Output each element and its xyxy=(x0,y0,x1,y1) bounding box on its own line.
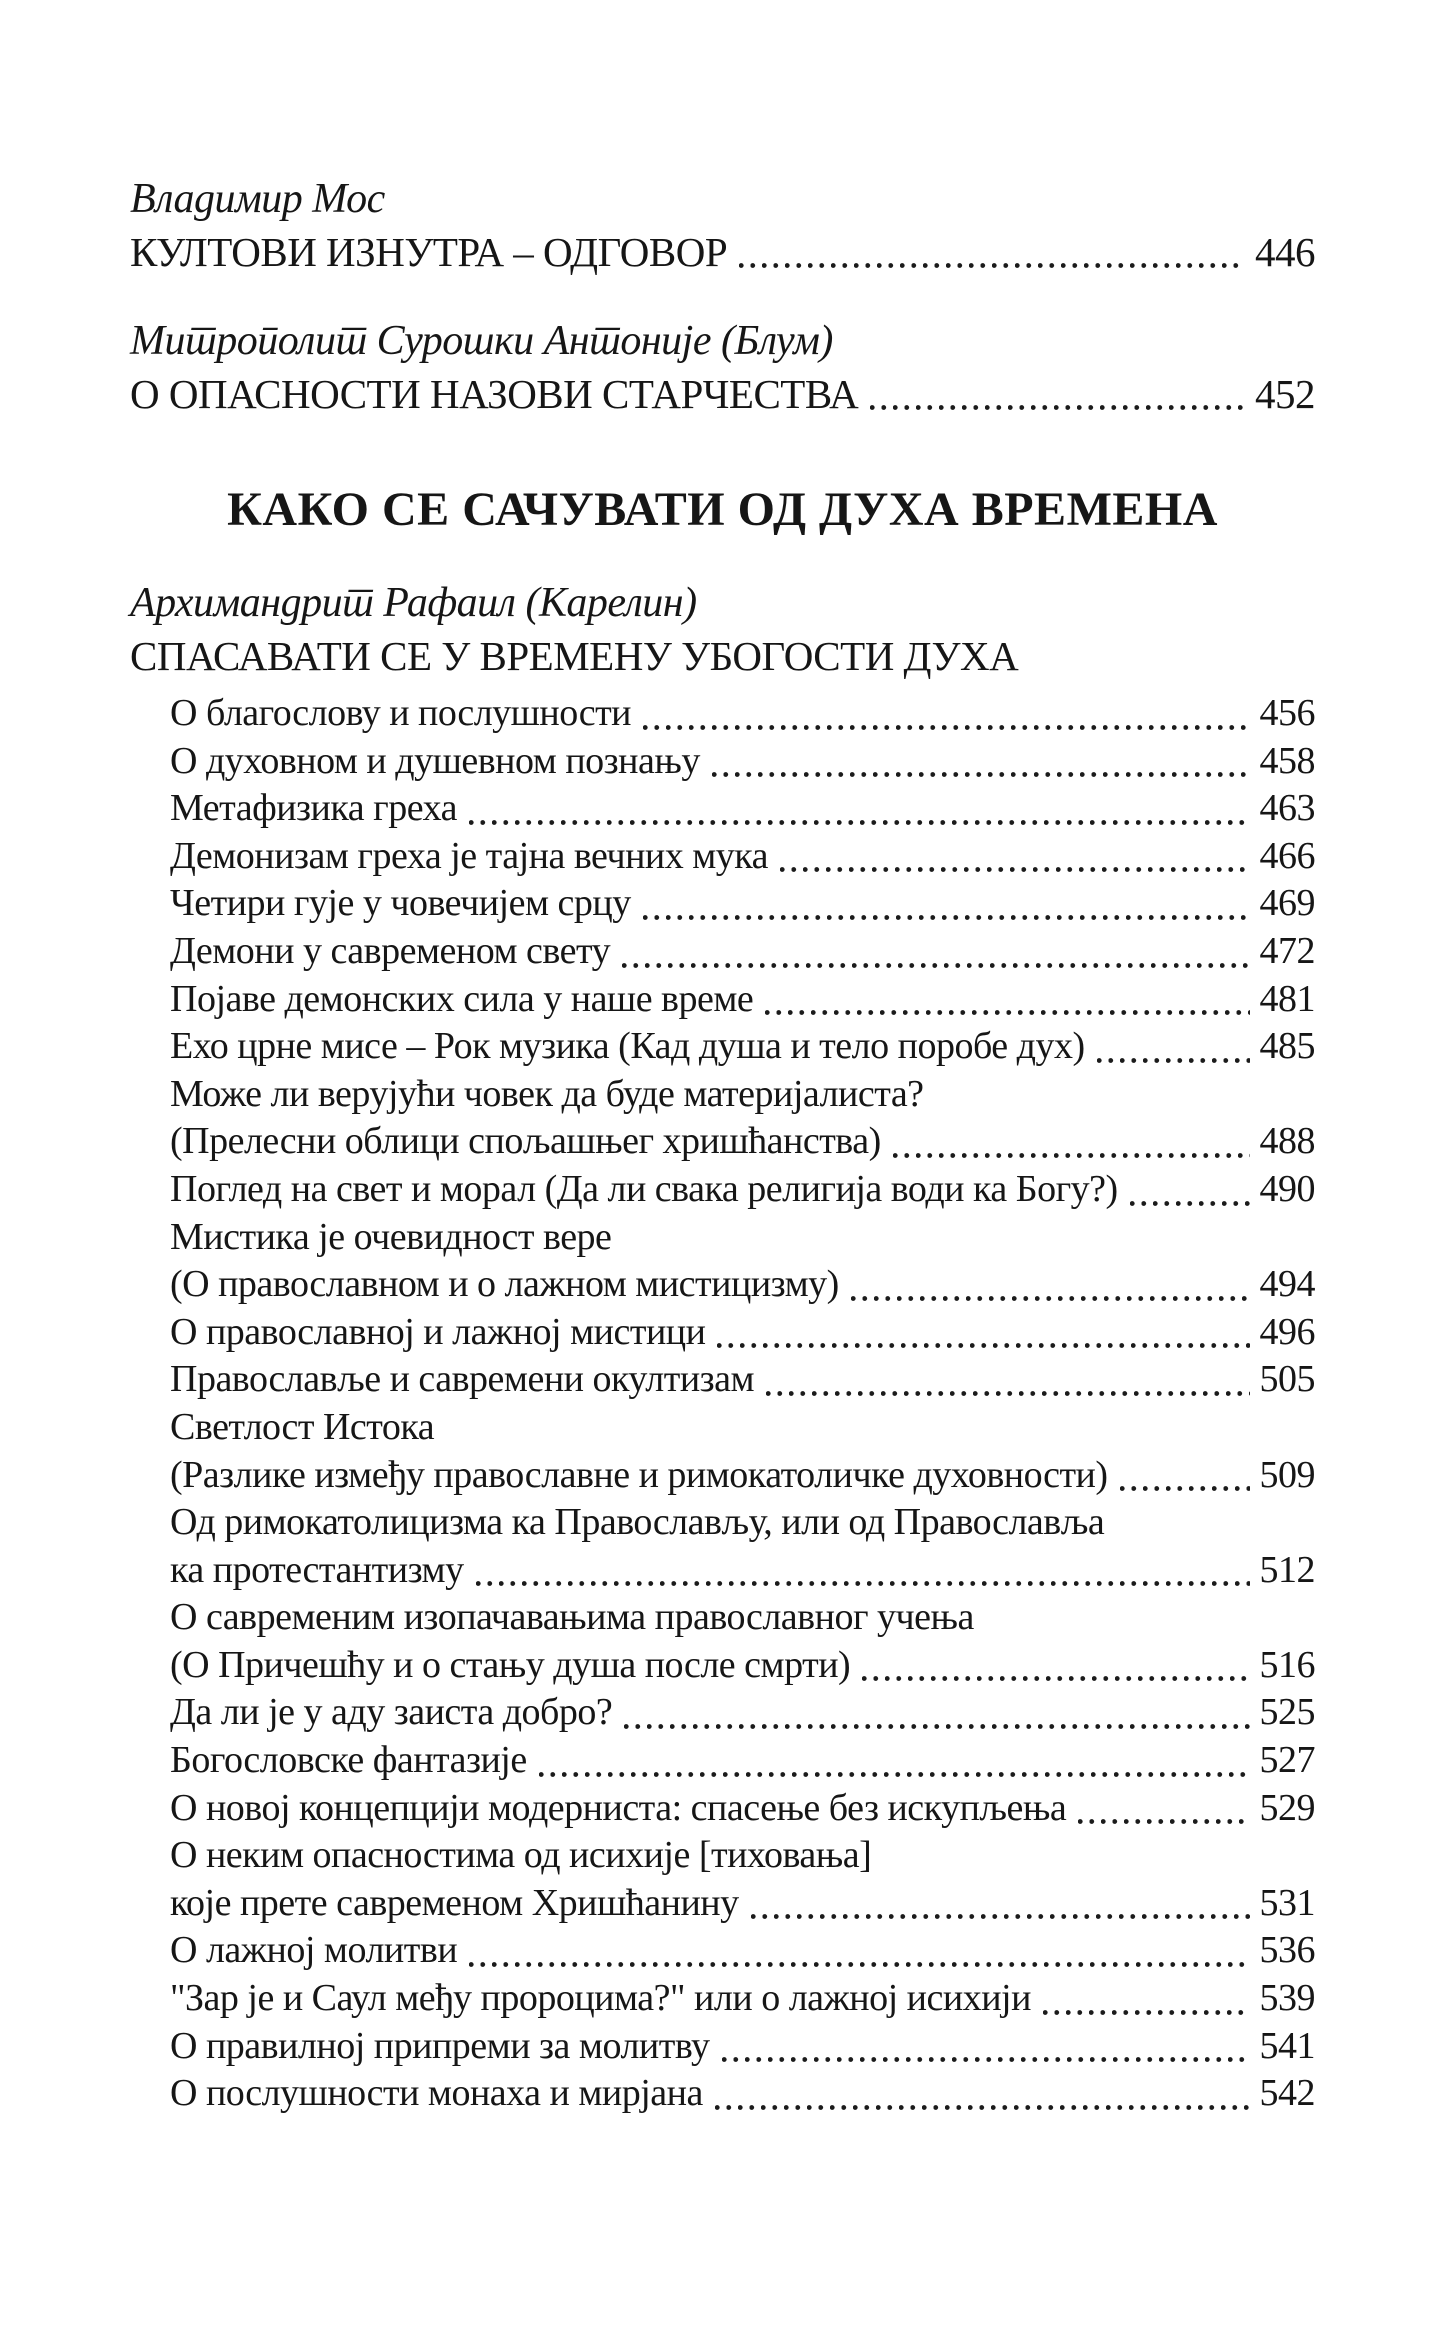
toc-entry xyxy=(130,1499,1315,1547)
toc-entry-title: О ОПАСНОСТИ НАЗОВИ СТАРЧЕСТВА xyxy=(130,371,859,417)
toc-entry-title: Метафизика греха xyxy=(170,787,457,830)
toc-entry-title: Светлост Истока xyxy=(170,1405,435,1448)
dot-leader xyxy=(765,1010,1249,1015)
dot-leader xyxy=(739,263,1245,268)
dot-leader xyxy=(1097,1058,1250,1063)
toc-entry xyxy=(130,1832,1315,1880)
toc-entry-title: КУЛТОВИ ИЗНУТРА – ОДГОВОР xyxy=(130,229,728,275)
toc-entry xyxy=(130,928,1315,976)
toc-entry-page: 452 xyxy=(1255,371,1315,417)
toc-entry xyxy=(130,2070,1315,2118)
toc-entry-title: О новој концепцији модерниста: спасење без искупљења xyxy=(170,1786,1067,1829)
toc-entry xyxy=(130,1071,1315,1119)
toc-entry xyxy=(130,690,1315,738)
toc-entry xyxy=(130,976,1315,1024)
toc-entry-page: 509 xyxy=(1259,1453,1315,1496)
toc-entry-title: (О православном и о лажном мистицизму) xyxy=(170,1263,839,1306)
toc-entry-title: Да ли је у аду заиста добро? xyxy=(170,1691,613,1734)
toc-entry-title: Демони у савременом свету xyxy=(170,929,611,972)
toc-entry xyxy=(130,1547,1315,1595)
toc-entry-page: 541 xyxy=(1259,2024,1315,2067)
toc-entry xyxy=(130,1452,1315,1500)
section-title: СПАСАВАТИ СЕ У ВРЕМЕНУ УБОГОСТИ ДУХА xyxy=(130,633,1019,679)
toc-entry xyxy=(130,2023,1315,2071)
toc-entry-page: 488 xyxy=(1259,1120,1315,1163)
toc-entry-title: Поглед на свет и морал (Да ли свака религија води ка Богу?) xyxy=(170,1167,1118,1210)
toc-pre-section xyxy=(130,312,1315,418)
toc-entry-title: Богословске фантазије xyxy=(170,1739,527,1782)
toc-entry-title: Православље и савремени окултизам xyxy=(170,1358,755,1401)
toc-entry xyxy=(130,833,1315,881)
dot-leader xyxy=(1120,1486,1250,1491)
toc-entry-title: Четири гује у човечијем срцу xyxy=(170,882,631,925)
toc-entry-title: "Зар је и Саул међу пророцима?" или о лажној исихији xyxy=(170,1977,1031,2020)
toc-entry-page: 481 xyxy=(1259,977,1315,1020)
toc-entry xyxy=(130,1261,1315,1309)
dot-leader xyxy=(476,1581,1250,1586)
toc-entry xyxy=(130,1737,1315,1785)
toc-entry-page: 512 xyxy=(1259,1548,1315,1591)
section-author: Архимандрит Рафаил (Карелин) xyxy=(130,580,697,626)
dot-leader xyxy=(643,915,1250,920)
toc-entry xyxy=(130,228,1315,276)
toc-entry xyxy=(130,1356,1315,1404)
dot-leader xyxy=(715,2105,1250,2110)
toc-entry xyxy=(130,1642,1315,1690)
toc-pre-section xyxy=(130,170,1315,276)
dot-leader xyxy=(1043,2010,1250,2015)
toc-entry xyxy=(130,880,1315,928)
toc-entry-page: 496 xyxy=(1259,1310,1315,1353)
dot-leader xyxy=(870,405,1245,410)
toc-entry-page: 529 xyxy=(1259,1786,1315,1829)
toc-entry-title: Појаве демонских сила у наше време xyxy=(170,977,754,1020)
toc-entry xyxy=(130,1214,1315,1262)
toc-entry-title: О благослову и послушности xyxy=(170,692,632,734)
toc-entry-page: 542 xyxy=(1259,2072,1315,2115)
dot-leader xyxy=(851,1296,1250,1301)
dot-leader xyxy=(893,1153,1250,1158)
dot-leader xyxy=(1078,1819,1249,1824)
toc-entry-title: Ехо црне мисе – Рок музика (Кад душа и тело поробе дух) xyxy=(170,1025,1085,1068)
toc-entry xyxy=(130,1166,1315,1214)
toc-entry-page: 472 xyxy=(1259,929,1315,972)
toc-entry-title: (О Причешћу и о стању душа после смрти) xyxy=(170,1643,851,1686)
toc-entry-title: Мистика је очевидност вере xyxy=(170,1215,612,1258)
toc-entry xyxy=(130,1880,1315,1928)
dot-leader xyxy=(722,2057,1250,2062)
toc-entry-page: 485 xyxy=(1259,1025,1315,1068)
toc-entry-page: 490 xyxy=(1259,1167,1315,1210)
toc-entry-page: 525 xyxy=(1259,1691,1315,1734)
toc-entry-title: (Прелесни облици спољашњег хришћанства) xyxy=(170,1120,881,1163)
toc-entry-title: које прете савременом Хришћанину xyxy=(170,1881,739,1924)
toc-entry-title: О неким опасностима од исихије [тиховања] xyxy=(170,1834,872,1877)
toc-entry-title: Од римокатолицизма ка Православљу, или од Православља xyxy=(170,1501,1105,1544)
toc-entry-title: О правилној припреми за молитву xyxy=(170,2024,710,2067)
toc-entry-page: 446 xyxy=(1255,229,1315,275)
toc-entry xyxy=(130,1927,1315,1975)
toc-entry-title: О савременим изопачавањима православног учења xyxy=(170,1596,974,1639)
toc-entry xyxy=(130,1785,1315,1833)
table-of-contents xyxy=(130,170,1315,2118)
toc-entry-title: Може ли верујући човек да буде материјалиста? xyxy=(170,1072,924,1115)
toc-entry xyxy=(130,785,1315,833)
toc-entry xyxy=(130,1309,1315,1357)
section-heading: КАКО СЕ САЧУВАТИ ОД ДУХА ВРЕМЕНА xyxy=(227,483,1218,536)
toc-entry-title: (Разлике између православне и римокатоличке духовности) xyxy=(170,1453,1108,1496)
toc-author: Владимир Мос xyxy=(130,176,385,222)
toc-entry-page: 456 xyxy=(1259,692,1315,734)
toc-entry-title: ка протестантизму xyxy=(170,1548,464,1591)
dot-leader xyxy=(622,963,1249,968)
toc-entry-page: 494 xyxy=(1259,1263,1315,1306)
dot-leader xyxy=(862,1676,1249,1681)
toc-entry-title: О духовном и душевном познању xyxy=(170,739,700,782)
pre-sections xyxy=(130,170,1315,418)
toc-entry xyxy=(130,370,1315,418)
toc-entry-page: 527 xyxy=(1259,1739,1315,1782)
toc-entry xyxy=(130,1975,1315,2023)
toc-entry-title: О лажној молитви xyxy=(170,1929,458,1972)
dot-leader xyxy=(751,1914,1250,1919)
dot-leader xyxy=(643,725,1249,730)
toc-entry-page: 466 xyxy=(1259,834,1315,877)
toc-entry-page: 516 xyxy=(1259,1643,1315,1686)
toc-author: Митрополит Сурошки Антоније (Блум) xyxy=(130,318,833,364)
toc-entry-page: 458 xyxy=(1259,739,1315,782)
toc-entry xyxy=(130,738,1315,786)
toc-entry-page: 536 xyxy=(1259,1929,1315,1972)
toc-entry-title: Демонизам греха је тајна вечних мука xyxy=(170,834,769,877)
toc-entry xyxy=(130,1594,1315,1642)
toc-entry xyxy=(130,1404,1315,1452)
toc-entry-title: О послушности монаха и мирјана xyxy=(170,2072,703,2115)
dot-leader xyxy=(469,1962,1249,1967)
dot-leader xyxy=(1130,1201,1250,1206)
toc-entry xyxy=(130,1689,1315,1737)
dot-leader xyxy=(539,1772,1250,1777)
dot-leader xyxy=(712,772,1250,777)
dot-leader xyxy=(717,1343,1249,1348)
dot-leader xyxy=(780,867,1249,872)
toc-entry-page: 463 xyxy=(1259,787,1315,830)
toc-entry xyxy=(130,1023,1315,1071)
toc-entries xyxy=(130,690,1315,2118)
toc-entry-title: О православној и лажној мистици xyxy=(170,1310,706,1353)
toc-entry-page: 531 xyxy=(1259,1881,1315,1924)
toc-entry-page: 469 xyxy=(1259,882,1315,925)
dot-leader xyxy=(766,1391,1249,1396)
toc-entry-page: 505 xyxy=(1259,1358,1315,1401)
toc-entry xyxy=(130,1118,1315,1166)
dot-leader xyxy=(469,820,1250,825)
toc-entry-page: 539 xyxy=(1259,1977,1315,2020)
dot-leader xyxy=(624,1724,1249,1729)
